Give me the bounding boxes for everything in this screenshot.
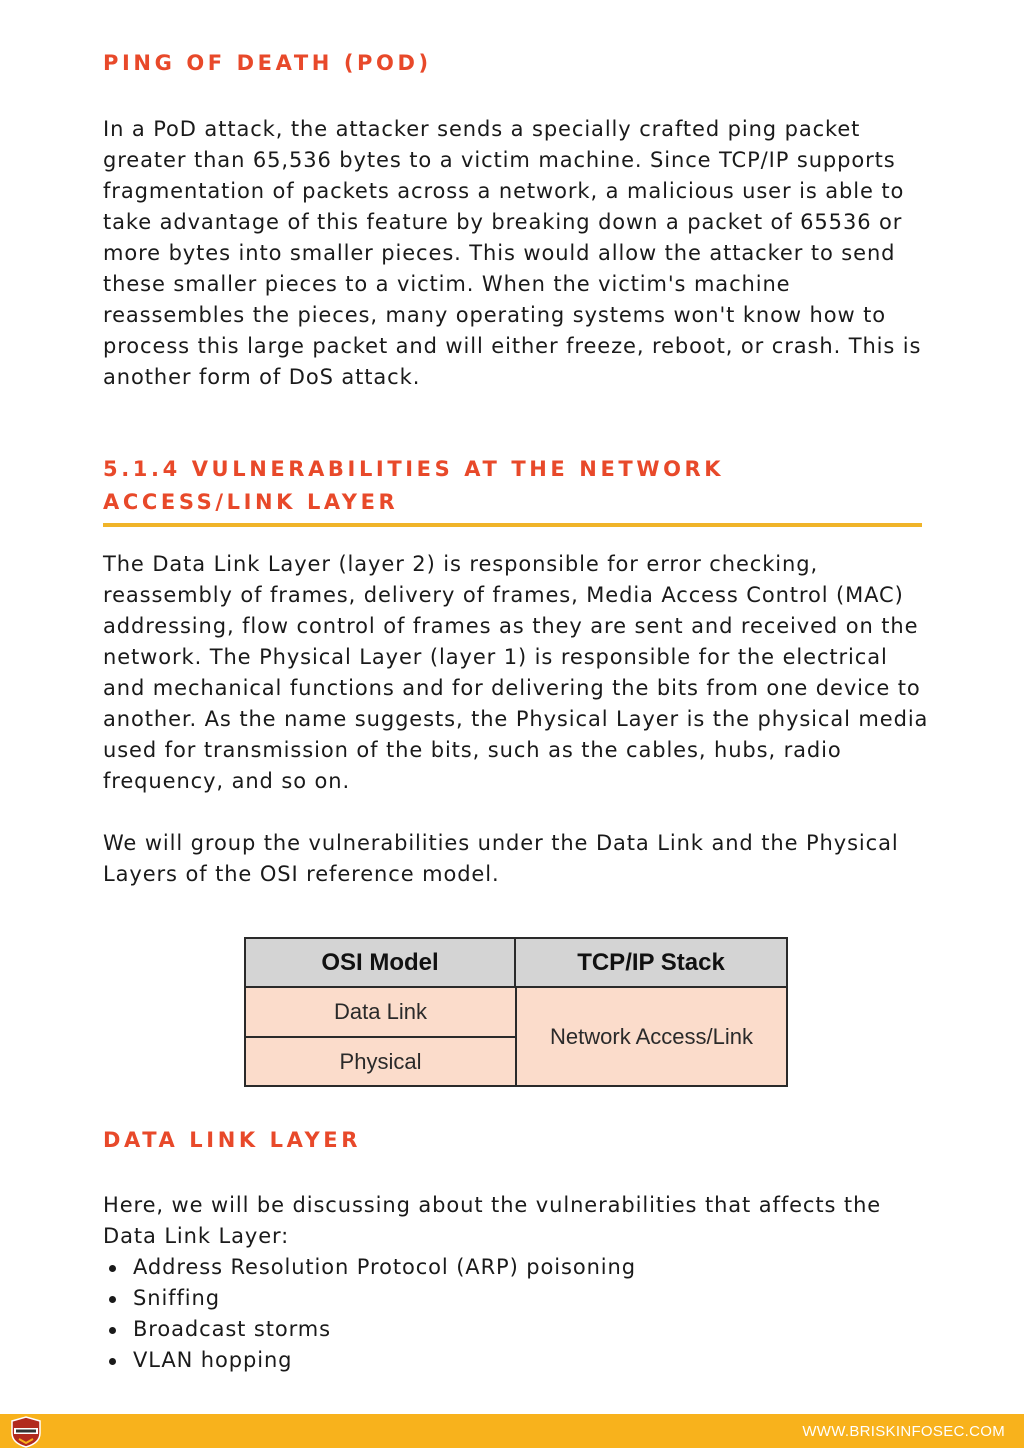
footer-bar <box>0 1414 1024 1448</box>
section-heading-line2: ACCESS/LINK LAYER <box>103 490 399 514</box>
table-header-osi: OSI Model <box>246 939 516 988</box>
table-header-tcpip: TCP/IP Stack <box>516 939 786 988</box>
section-heading <box>103 453 863 519</box>
pod-heading: PING OF DEATH (POD) <box>103 51 432 75</box>
network-access-paragraph: The Data Link Layer (layer 2) is responsible for error checking, reassembly of frames, delivery of frames, Media Access Control (MAC) addressing, flow control of frames as they are sent and received on the network. The Physical Layer (layer 1) is responsible for the electrical and mechanical functions and for delivering the bits from one device to another. As the name suggests, the Physical Layer is the physical media used for transmission of the bits, such as the cables, hubs, radio frequency, and so on. <box>103 552 929 793</box>
list-item: Address Resolution Protocol (ARP) poisoning <box>103 1252 636 1283</box>
data-link-intro: Here, we will be discussing about the vulnerabilities that affects the Data Link Layer: <box>103 1193 882 1248</box>
section-heading-line1: 5.1.4 VULNERABILITIES AT THE NETWORK <box>103 457 725 481</box>
list-item: Sniffing <box>103 1283 636 1314</box>
data-link-heading: DATA LINK LAYER <box>103 1128 362 1152</box>
list-item: VLAN hopping <box>103 1345 636 1376</box>
footer-url-link[interactable]: WWW.BRISKINFOSEC.COM <box>802 1423 1005 1440</box>
list-item: Broadcast storms <box>103 1314 636 1345</box>
section-divider <box>103 523 922 527</box>
shield-logo-icon <box>8 1415 44 1448</box>
osi-tcpip-table <box>244 937 788 1087</box>
table-cell-physical: Physical <box>339 1048 422 1074</box>
pod-paragraph: In a PoD attack, the attacker sends a specially crafted ping packet greater than 65,536 bytes to a victim machine. Since TCP/IP supports fragmentation of packets across a network, a malicious user is able to take advantage of this feature by breaking down a packet of 65536 or more bytes into smaller pieces. This would allow the attacker to send these smaller pieces to a victim. When the victim's machine reassembles the pieces, many operating systems won't know how to process this large packet and will either freeze, reboot, or crash. This is another form of DoS attack. <box>103 117 922 389</box>
grouping-paragraph: We will group the vulnerabilities under the Data Link and the Physical Layers of the OSI reference model. <box>103 831 899 886</box>
table-cell-network-access: Network Access/Link <box>550 1023 753 1049</box>
vulnerability-list <box>103 1252 636 1376</box>
table-cell-data-link: Data Link <box>334 999 427 1024</box>
